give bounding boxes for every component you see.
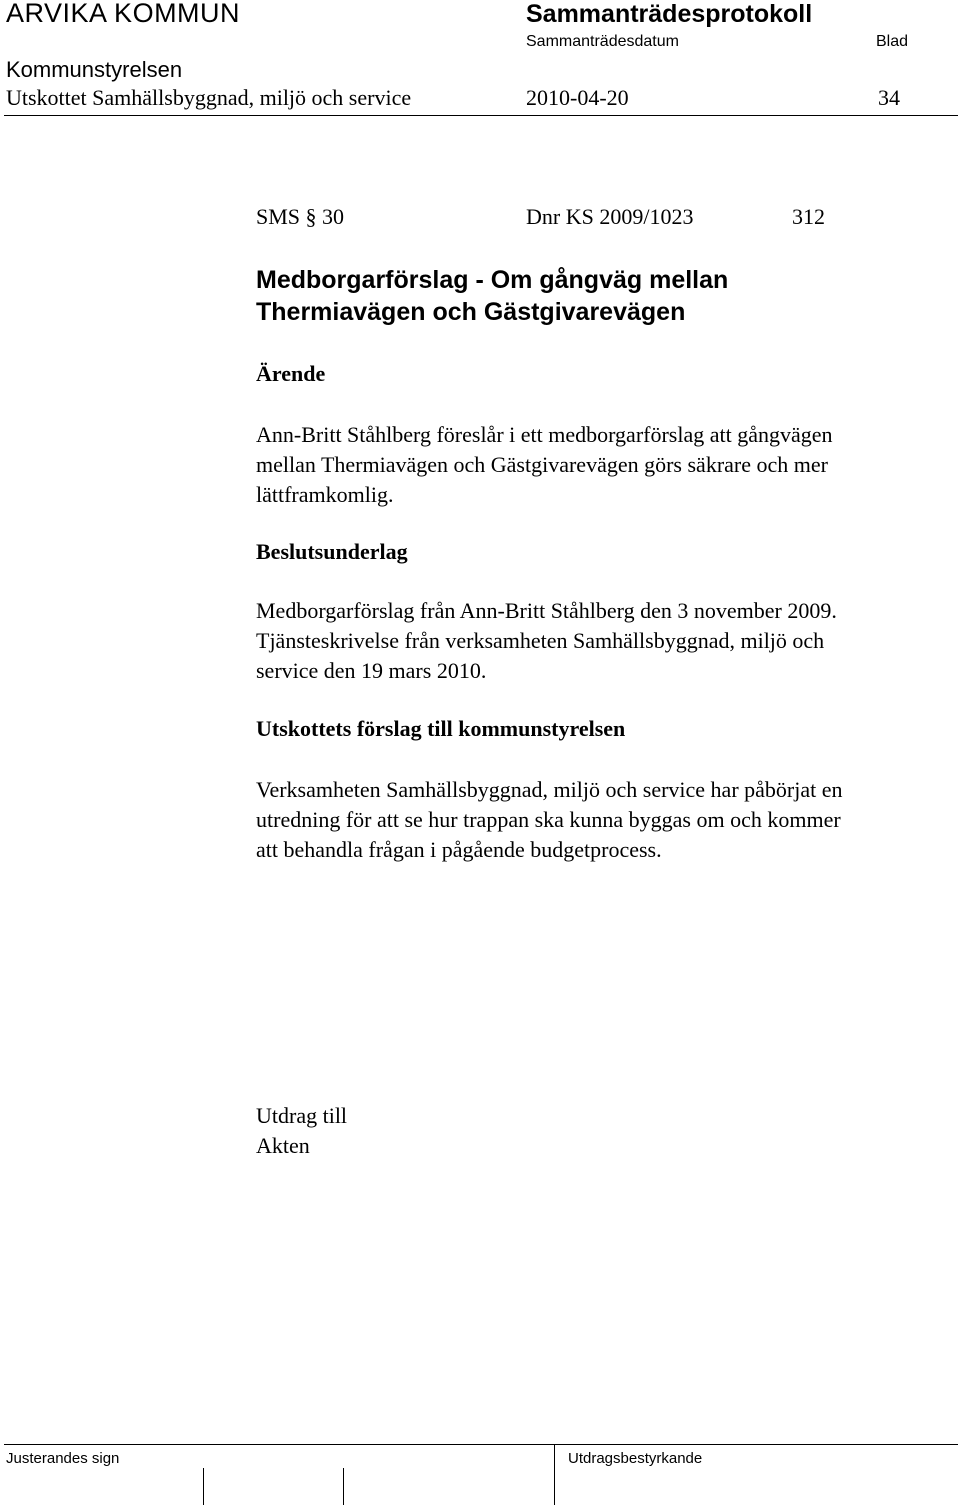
- committee-name: Kommunstyrelsen: [6, 57, 183, 82]
- case-dnr: Dnr KS 2009/1023: [526, 204, 694, 229]
- arende-line-3: lättframkomlig.: [256, 482, 394, 507]
- arende-line-2: mellan Thermiavägen och Gästgivarevägen görs säkrare och mer: [256, 452, 828, 477]
- distribution-line-2: Akten: [256, 1133, 310, 1158]
- forslag-line-3: att behandla frågan i pågående budgetprocess.: [256, 837, 662, 862]
- sign-label: Justerandes sign: [6, 1450, 120, 1467]
- forslag-line-1: Verksamheten Samhällsbyggnad, miljö och service har påbörjat en: [256, 777, 843, 802]
- page-label: Blad: [876, 33, 909, 50]
- title-line-1: Medborgarförslag - Om gångväg mellan: [256, 266, 729, 294]
- page-title: [256, 264, 856, 328]
- page-number: 34: [878, 85, 900, 110]
- document-type: Sammanträdesprotokoll: [526, 0, 813, 28]
- beslutsunderlag-heading: Beslutsunderlag: [256, 539, 408, 564]
- subcommittee-name: Utskottet Samhällsbyggnad, miljö och service: [6, 85, 412, 110]
- beslutsunderlag-line-2: Tjänsteskrivelse från verksamheten Samhällsbyggnad, miljö och: [256, 628, 825, 653]
- beslutsunderlag-line-1: Medborgarförslag från Ann-Britt Ståhlberg den 3 november 2009.: [256, 598, 837, 623]
- beslutsunderlag-line-3: service den 19 mars 2010.: [256, 658, 487, 683]
- certification-label: Utdragsbestyrkande: [568, 1450, 703, 1467]
- arende-heading: Ärende: [256, 361, 326, 386]
- distribution-list: [256, 1101, 347, 1161]
- header-divider: [4, 115, 958, 116]
- footer-divider-vertical: [554, 1444, 555, 1505]
- forslag-heading: Utskottets förslag till kommunstyrelsen: [256, 716, 626, 741]
- forslag-body: [256, 775, 843, 865]
- organization-name: ARVIKA KOMMUN: [6, 0, 241, 28]
- arende-body: [256, 420, 833, 510]
- beslutsunderlag-body: [256, 596, 837, 686]
- signature-box-line: [203, 1468, 204, 1505]
- footer-divider: [4, 1444, 958, 1445]
- case-number: 312: [792, 204, 825, 229]
- meeting-date: 2010-04-20: [526, 85, 629, 110]
- case-reference: SMS § 30: [256, 204, 345, 229]
- arende-line-1: Ann-Britt Ståhlberg föreslår i ett medborgarförslag att gångvägen: [256, 422, 833, 447]
- forslag-line-2: utredning för att se hur trappan ska kunna byggas om och kommer: [256, 807, 841, 832]
- date-label: Sammanträdesdatum: [526, 33, 679, 50]
- signature-box-line: [343, 1468, 344, 1505]
- distribution-line-1: Utdrag till: [256, 1103, 348, 1128]
- title-line-2: Thermiavägen och Gästgivarevägen: [256, 298, 686, 326]
